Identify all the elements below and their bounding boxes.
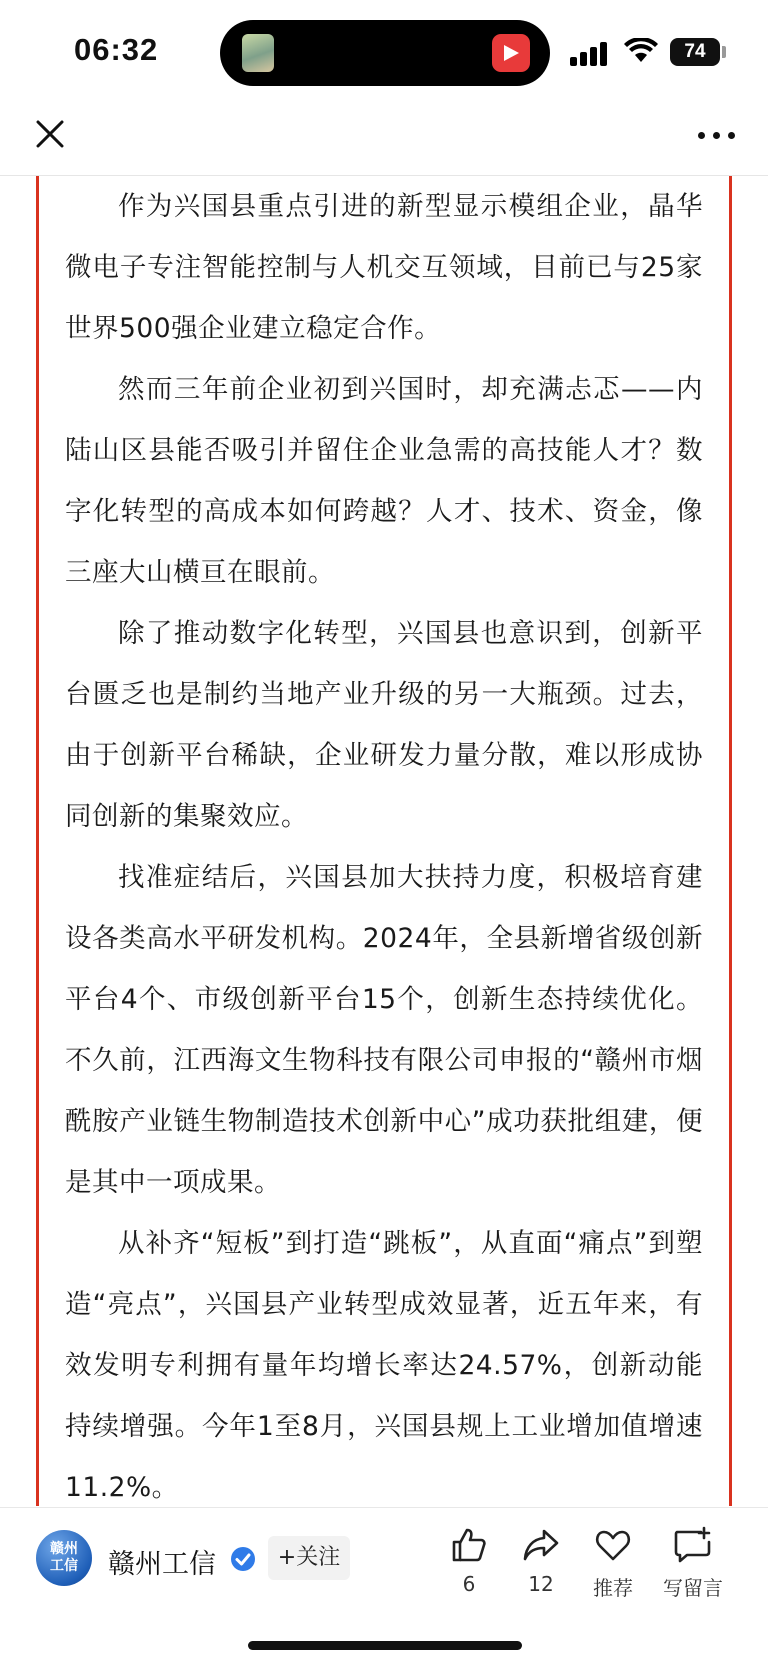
recommend-label: 推荐 (593, 1576, 633, 1600)
live-activity-thumbnail (242, 34, 274, 72)
comment-icon (673, 1526, 713, 1564)
like-count: 6 (462, 1572, 476, 1596)
share-icon (522, 1526, 560, 1564)
home-indicator[interactable] (248, 1641, 522, 1650)
battery-icon: 74 (670, 38, 720, 66)
share-count: 12 (528, 1572, 554, 1596)
comment-label: 写留言 (663, 1576, 723, 1600)
app-activity-icon (492, 34, 530, 72)
follow-button[interactable]: +关注 (268, 1536, 350, 1580)
article-paragraph: 作为兴国县重点引进的新型显示模组企业，晶华微电子专注智能控制与人机交互领域，目前已与25家世界500强企业建立稳定合作。 (65, 191, 703, 344)
more-icon[interactable] (698, 132, 738, 142)
article-body (36, 176, 732, 1506)
signal-icon (570, 40, 610, 66)
like-button[interactable] (431, 1526, 507, 1596)
article-paragraph: 除了推动数字化转型，兴国县也意识到，创新平台匮乏也是制约当地产业升级的另一大瓶颈。过去，由于创新平台稀缺，企业研发力量分散，难以形成协同创新的集聚效应。 (65, 618, 703, 832)
comment-button[interactable] (655, 1526, 731, 1601)
recommend-button[interactable] (575, 1526, 651, 1601)
article-paragraph: 找准症结后，兴国县加大扶持力度，积极培育建设各类高水平研发机构。2024年，全县新增省级创新平台4个、市级创新平台15个，创新生态持续优化。不久前，江西海文生物科技有限公司申报的“赣州市烟酰胺产业链生物制造技术创新中心”成功获批组建，便是其中一项成果。 (65, 862, 703, 1198)
article-paragraph: 从补齐“短板”到打造“跳板”，从直面“痛点”到塑造“亮点”，兴国县产业转型成效显著，近五年来，有效发明专利拥有量年均增长率达24.57%，创新动能持续增强。今年1至8月，兴国县规上工业增加值增速11.2%。 (65, 1228, 703, 1503)
status-bar (0, 0, 768, 100)
avatar-text: 赣州工信 (50, 1541, 78, 1574)
account-name[interactable]: 赣州工信 (108, 1549, 216, 1580)
thumbs-up-icon (450, 1526, 488, 1564)
heart-icon (594, 1526, 632, 1564)
wifi-icon (624, 38, 658, 68)
verified-icon (230, 1546, 256, 1572)
article-paragraph: 然而三年前企业初到兴国时，却充满忐忑——内陆山区县能否吸引并留住企业急需的高技能人才？数字化转型的高成本如何跨越？人才、技术、资金，像三座大山横亘在眼前。 (65, 374, 703, 588)
battery-cap (722, 46, 726, 58)
share-button[interactable] (503, 1526, 579, 1596)
status-time: 06:32 (74, 32, 159, 67)
account-avatar[interactable] (36, 1530, 92, 1586)
nav-bar (0, 100, 768, 176)
close-icon[interactable] (34, 118, 66, 150)
dynamic-island (220, 20, 550, 86)
